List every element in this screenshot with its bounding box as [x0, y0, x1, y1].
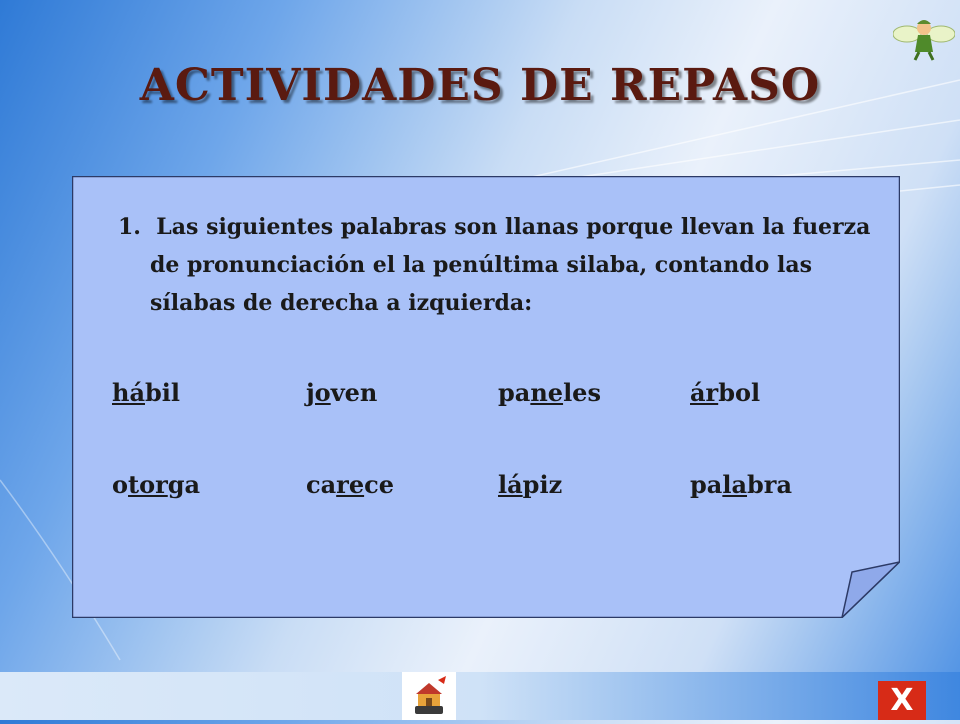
word-joven: joven [306, 378, 378, 407]
fairy-icon [893, 14, 955, 62]
instruction-body: Las siguientes palabras son llanas porque llevan la fuerza de pronunciación el la penúltima silaba, contando las sílabas de derecha a izquierda: [150, 214, 871, 316]
footer-band [0, 672, 960, 720]
word-palabra: palabra [690, 470, 792, 499]
slide-title: ACTIVIDADES DE REPASO [139, 60, 821, 111]
word-arbol: árbol [690, 378, 761, 407]
home-button[interactable] [402, 672, 456, 720]
instruction-text [118, 208, 890, 322]
word-paneles: paneles [498, 378, 601, 407]
instruction-number: 1. [118, 214, 141, 240]
word-carece: carece [306, 470, 394, 499]
word-habil: hábil [112, 378, 181, 407]
close-button[interactable]: X [878, 681, 926, 720]
word-lapiz: lápiz [498, 470, 563, 499]
home-icon [402, 672, 456, 720]
word-otorga: otorga [112, 470, 201, 499]
